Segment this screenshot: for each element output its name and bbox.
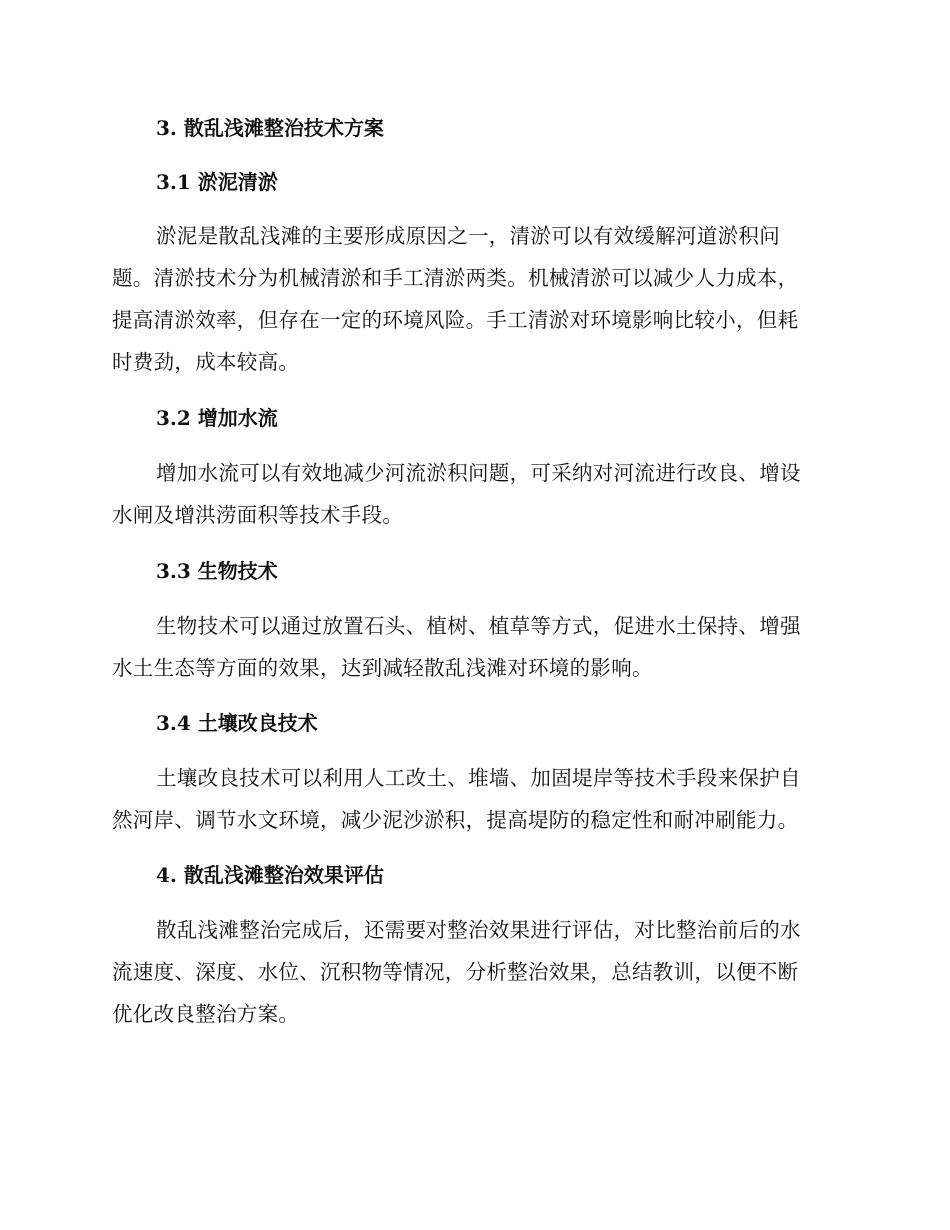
paragraph-line: 流速度、深度、水位、沉积物等情况，分析整治效果，总结教训，以便不断 bbox=[112, 960, 799, 984]
section-4-paragraph bbox=[112, 909, 832, 1035]
section-3-4-heading-block bbox=[112, 709, 832, 737]
section-3-1-heading-block bbox=[112, 168, 832, 196]
section-3-2-paragraph bbox=[112, 452, 832, 536]
paragraph-line: 增加水流可以有效地减少河流淤积问题，可采纳对河流进行改良、增设 bbox=[156, 461, 801, 485]
subsection-heading: 3.3 生物技术 bbox=[156, 559, 278, 583]
paragraph-line: 水闸及增洪涝面积等技术手段。 bbox=[112, 503, 404, 527]
section-3-2-heading-block bbox=[112, 404, 832, 432]
section-3-4-paragraph bbox=[112, 757, 832, 841]
paragraph-line: 散乱浅滩整治完成后，还需要对整治效果进行评估，对比整治前后的水 bbox=[156, 918, 801, 942]
section-3-3-paragraph bbox=[112, 605, 832, 689]
section-3-heading-block bbox=[112, 114, 832, 142]
paragraph-line: 题。清淤技术分为机械清淤和手工清淤两类。机械清淤可以减少人力成本， bbox=[112, 266, 799, 290]
section-heading: 4. 散乱浅滩整治效果评估 bbox=[156, 863, 384, 887]
subsection-heading: 3.2 增加水流 bbox=[156, 406, 278, 430]
paragraph-line: 土壤改良技术可以利用人工改土、堆墙、加固堤岸等技术手段来保护自 bbox=[156, 766, 801, 790]
paragraph-line: 时费劲，成本较高。 bbox=[112, 350, 300, 374]
section-3-3-heading-block bbox=[112, 557, 832, 585]
section-3-1-paragraph bbox=[112, 215, 832, 383]
paragraph-line: 淤泥是散乱浅滩的主要形成原因之一，清淤可以有效缓解河道淤积问 bbox=[156, 224, 780, 248]
paragraph-line: 然河岸、调节水文环境，减少泥沙淤积，提高堤防的稳定性和耐冲刷能力。 bbox=[112, 808, 799, 832]
paragraph-line: 生物技术可以通过放置石头、植树、植草等方式，促进水土保持、增强 bbox=[156, 614, 801, 638]
subsection-heading: 3.1 淤泥清淤 bbox=[156, 170, 278, 194]
paragraph-line: 水土生态等方面的效果，达到减轻散乱浅滩对环境的影响。 bbox=[112, 656, 653, 680]
section-4-heading-block bbox=[112, 861, 832, 889]
paragraph-line: 提高清淤效率，但存在一定的环境风险。手工清淤对环境影响比较小，但耗 bbox=[112, 308, 799, 332]
section-heading: 3. 散乱浅滩整治技术方案 bbox=[156, 116, 384, 140]
paragraph-line: 优化改良整治方案。 bbox=[112, 1002, 300, 1026]
subsection-heading: 3.4 土壤改良技术 bbox=[156, 711, 318, 735]
